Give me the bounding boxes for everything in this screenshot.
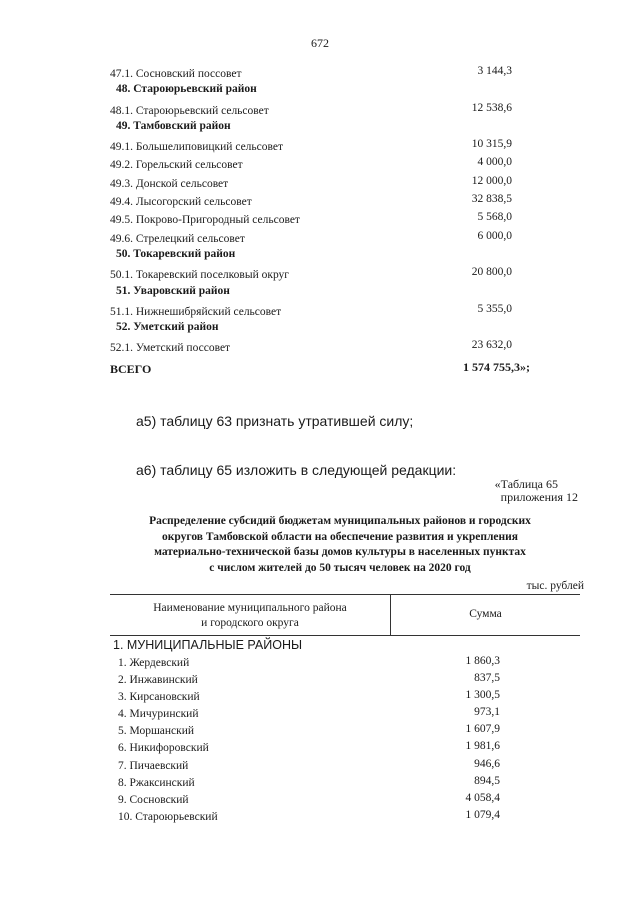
district-name: 4. Мичуринский xyxy=(118,708,199,721)
row-value: 6 000,0 xyxy=(477,229,512,242)
district-heading xyxy=(110,83,530,101)
district-value: 1 300,5 xyxy=(465,689,500,702)
list-row xyxy=(110,175,530,193)
table-row xyxy=(110,792,500,809)
district-name: 8. Ржаксинский xyxy=(118,776,195,789)
paragraph-a6: а6) таблицу 65 изложить в следующей редакции: xyxy=(136,462,457,478)
district-heading xyxy=(110,120,530,138)
row-value: 12 000,0 xyxy=(471,174,512,187)
table-row xyxy=(110,706,500,723)
table-title xyxy=(110,514,570,576)
districts-list xyxy=(110,655,500,826)
row-name: 51.1. Нижнешибряйский сельсовет xyxy=(110,305,282,318)
title-line: материально-технической базы домов культуры в населенных пунктах xyxy=(154,546,526,558)
district-value: 4 058,4 xyxy=(465,791,500,804)
row-name: 49.1. Большелиповицкий сельсовет xyxy=(110,141,284,154)
total-label: ВСЕГО xyxy=(110,361,152,376)
table-caption-number: «Таблица 65 xyxy=(494,477,558,491)
row-name: 48. Староюрьевский район xyxy=(116,83,257,96)
district-name: 1. Жердевский xyxy=(118,657,190,669)
district-name: 9. Сосновский xyxy=(118,793,189,806)
row-name: 49.2. Горельский сельсовет xyxy=(110,159,243,172)
row-value: 23 632,0 xyxy=(471,339,512,352)
district-value: 894,5 xyxy=(474,774,500,787)
row-name: 49.6. Стрелецкий сельсовет xyxy=(110,232,245,245)
subsidy-list-continued xyxy=(110,65,530,378)
district-name: 2. Инжавинский xyxy=(118,674,198,687)
row-name: 49.3. Донской сельсовет xyxy=(110,177,229,190)
district-name: 3. Кирсановский xyxy=(118,691,200,704)
list-row xyxy=(110,230,530,248)
row-name: 51. Уваровский район xyxy=(116,284,230,297)
table-row xyxy=(110,655,500,672)
row-name: 49.4. Лысогорский сельсовет xyxy=(110,196,252,209)
district-value: 973,1 xyxy=(474,706,500,719)
table-row xyxy=(110,758,500,775)
district-name: 5. Моршанский xyxy=(118,725,195,738)
title-line: с числом жителей до 50 тысяч человек на 2020 год xyxy=(209,561,471,574)
row-value: 5 568,0 xyxy=(477,211,512,224)
district-value: 837,5 xyxy=(474,672,500,685)
district-value: 1 079,4 xyxy=(465,808,500,821)
row-value: 20 800,0 xyxy=(471,266,512,279)
table-row xyxy=(110,672,500,689)
list-row xyxy=(110,156,530,174)
column-header-name xyxy=(110,601,390,631)
district-name: 7. Пичаевский xyxy=(118,759,189,772)
district-heading xyxy=(110,285,530,303)
row-value: 12 538,6 xyxy=(471,101,512,114)
table-header xyxy=(110,594,580,636)
column-header-sum: Сумма xyxy=(469,608,502,620)
district-value: 1 860,3 xyxy=(465,655,500,667)
title-line: Распределение субсидий бюджетам муниципальных районов и городских xyxy=(149,515,531,527)
row-name: 52.1. Уметский поссовет xyxy=(110,342,231,355)
table-row xyxy=(110,723,500,740)
total-row xyxy=(110,360,530,378)
district-heading xyxy=(110,248,530,266)
district-value: 946,6 xyxy=(474,757,500,770)
list-row xyxy=(110,303,530,321)
row-name: 49. Тамбовский район xyxy=(116,119,231,132)
section-title: 1. МУНИЦИПАЛЬНЫЕ РАЙОНЫ xyxy=(113,638,303,652)
row-name: 47.1. Сосновский поссовет xyxy=(110,68,242,80)
table-row xyxy=(110,809,500,826)
table-row xyxy=(110,689,500,706)
row-name: 50. Токаревский район xyxy=(116,247,236,260)
header-line: Наименование муниципального района xyxy=(153,602,347,614)
list-row xyxy=(110,65,530,83)
row-value: 32 838,5 xyxy=(471,193,512,206)
row-value: 5 355,0 xyxy=(477,302,512,315)
paragraph-a5: а5) таблицу 63 признать утратившей силу; xyxy=(136,413,414,429)
list-row xyxy=(110,266,530,284)
row-value: 10 315,9 xyxy=(471,138,512,151)
row-name: 52. Уметский район xyxy=(116,321,219,334)
list-row xyxy=(110,102,530,120)
district-name: 6. Никифоровский xyxy=(118,742,209,755)
district-heading xyxy=(110,321,530,339)
district-name: 10. Староюрьевский xyxy=(118,810,218,823)
total-value: 1 574 755,3»; xyxy=(463,359,530,374)
district-value: 1 607,9 xyxy=(465,723,500,736)
table-row xyxy=(110,740,500,757)
row-value: 3 144,3 xyxy=(477,65,512,77)
header-line: и городского округа xyxy=(201,617,299,629)
table-caption-appendix: приложения 12 xyxy=(500,490,578,504)
list-row xyxy=(110,339,530,357)
row-value: 4 000,0 xyxy=(477,156,512,169)
district-value: 1 981,6 xyxy=(465,740,500,753)
list-row xyxy=(110,193,530,211)
row-name: 48.1. Староюрьевский сельсовет xyxy=(110,104,269,117)
table-row xyxy=(110,775,500,792)
list-row xyxy=(110,211,530,229)
list-row xyxy=(110,138,530,156)
title-line: округов Тамбовской области на обеспечение развития и укрепления xyxy=(162,530,518,543)
row-name: 49.5. Покрово-Пригородный сельсовет xyxy=(110,214,300,227)
row-name: 50.1. Токаревский поселковый округ xyxy=(110,269,290,282)
page-number: 672 xyxy=(311,36,329,50)
units-label: тыс. рублей xyxy=(526,580,584,592)
